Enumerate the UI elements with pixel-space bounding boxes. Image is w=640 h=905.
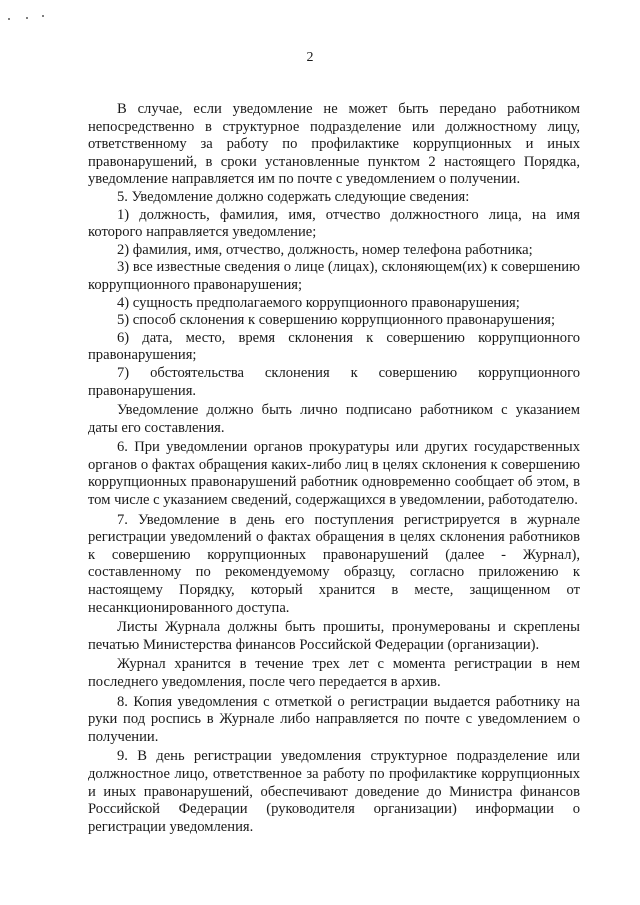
scan-speck: [26, 17, 28, 19]
list-item: 4) сущность предполагаемого коррупционного правонарушения;: [117, 294, 520, 311]
scan-speck: [42, 15, 44, 17]
list-item: 1) должность, фамилия, имя, отчество должностного лица, на имя которого направляется уведомление;: [88, 206, 580, 241]
page-number: 2: [306, 50, 314, 65]
list-item: 5) способ склонения к совершению коррупционного правонарушения;: [117, 312, 556, 329]
paragraph: 5. Уведомление должно содержать следующие сведения:: [117, 188, 470, 205]
list-item: 6) дата, место, время склонения к совершению коррупционного правонарушения;: [88, 329, 580, 364]
paragraph: 9. В день регистрации уведомления структурное подразделение или должностное лицо, ответственное за работу по профилактике коррупционных и иных правонарушений, обеспечивают доведение до Министра финансов Российской Федерации (руководителя организации) информации о регистрации уведомления.: [88, 748, 580, 835]
paragraph: Уведомление должно быть лично подписано работником с указанием даты его составления.: [88, 402, 580, 436]
list-item: 3) все известные сведения о лице (лицах), склоняющем(их) к совершению коррупционного правонарушения;: [88, 259, 580, 293]
list-item: 2) фамилия, имя, отчество, должность, номер телефона работника;: [117, 241, 533, 258]
paragraph: В случае, если уведомление не может быть передано работником непосредственно в структурное подразделение или должностному лицу, ответственному за работу по профилактике коррупционных и иных правонарушений, в сроки установленные пунктом 2 настоящего Порядка, уведомление направляется им по почте с уведомлением о получении.: [88, 101, 580, 188]
document-body: [88, 101, 580, 836]
paragraph: 6. При уведомлении органов прокуратуры или других государственных органов о фактах обращения каких-либо лиц в целях склонения к совершению коррупционных правонарушений работник одновременно сообщает об этом, в том числе с указанием сведений, содержащихся в уведомлении, работодателю.: [88, 439, 580, 509]
paragraph: 7. Уведомление в день его поступления регистрируется в журнале регистрации уведомлений о фактах обращения в целях склонения работников к совершению коррупционных правонарушений (далее - Журнал), составленному по рекомендуемому образцу, согласно приложению к настоящему Порядку, который хранится в месте, защищенном от несанкционированного доступа.: [88, 511, 580, 616]
paragraph: 8. Копия уведомления с отметкой о регистрации выдается работнику на руки под роспись в Журнале либо направляется по почте с уведомлением о получении.: [88, 693, 580, 745]
list-item: 7) обстоятельства склонения к совершению коррупционного правонарушения.: [88, 364, 580, 399]
paragraph: Листы Журнала должны быть прошиты, пронумерованы и скреплены печатью Министерства финансов Российской Федерации (организации).: [88, 619, 580, 653]
scan-speck: [8, 18, 10, 20]
paragraph: Журнал хранится в течение трех лет с момента регистрации в нем последнего уведомления, после чего передается в архив.: [88, 656, 580, 690]
